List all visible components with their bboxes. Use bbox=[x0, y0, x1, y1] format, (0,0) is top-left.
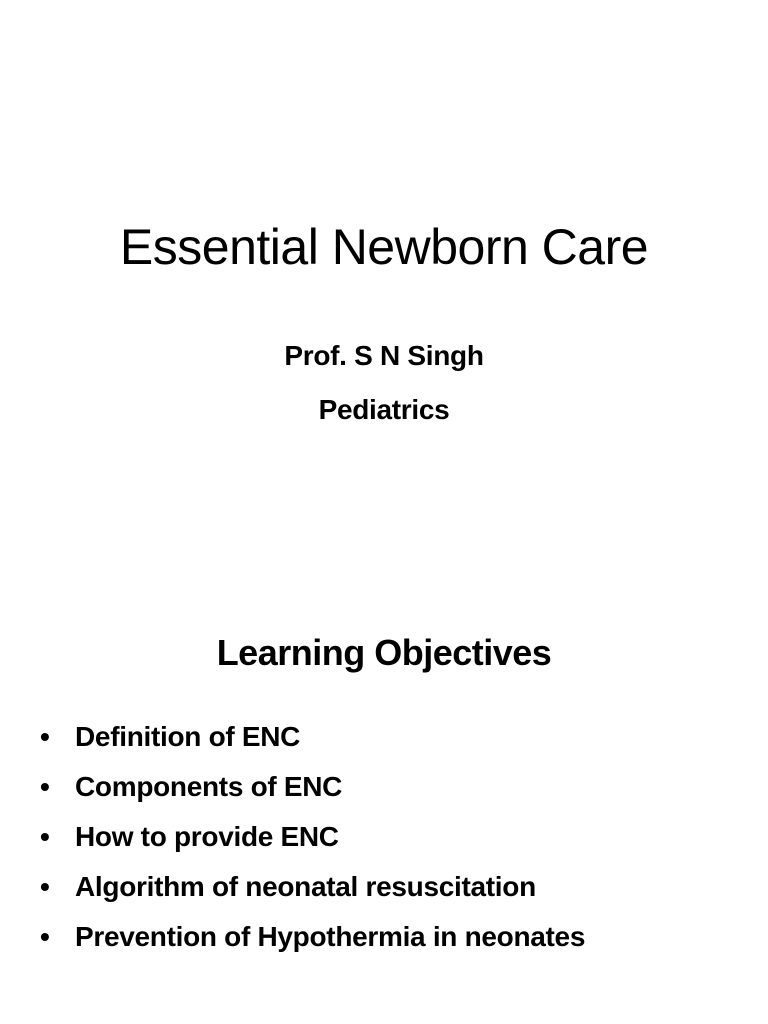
list-item bbox=[40, 864, 585, 914]
objectives-slide bbox=[0, 512, 768, 1024]
list-item-text: How to provide ENC bbox=[75, 821, 339, 852]
bullet-icon: • bbox=[40, 721, 50, 752]
list-item bbox=[40, 814, 585, 864]
slide-title: Essential Newborn Care bbox=[119, 219, 649, 275]
list-item bbox=[40, 714, 585, 764]
author-name: Prof. S N Singh bbox=[284, 340, 484, 371]
bullet-icon: • bbox=[40, 771, 50, 802]
section-heading: Learning Objectives bbox=[216, 632, 552, 673]
bullet-icon: • bbox=[40, 871, 50, 902]
objectives-list bbox=[40, 714, 585, 964]
list-item-text: Components of ENC bbox=[75, 771, 343, 802]
list-item bbox=[40, 914, 585, 964]
list-item bbox=[40, 764, 585, 814]
department-name: Pediatrics bbox=[318, 394, 450, 425]
list-item-text: Algorithm of neonatal resuscitation bbox=[75, 871, 536, 902]
bullet-icon: • bbox=[40, 921, 50, 952]
list-item-text: Prevention of Hypothermia in neonates bbox=[75, 921, 586, 952]
list-item-text: Definition of ENC bbox=[75, 721, 301, 752]
bullet-icon: • bbox=[40, 821, 50, 852]
